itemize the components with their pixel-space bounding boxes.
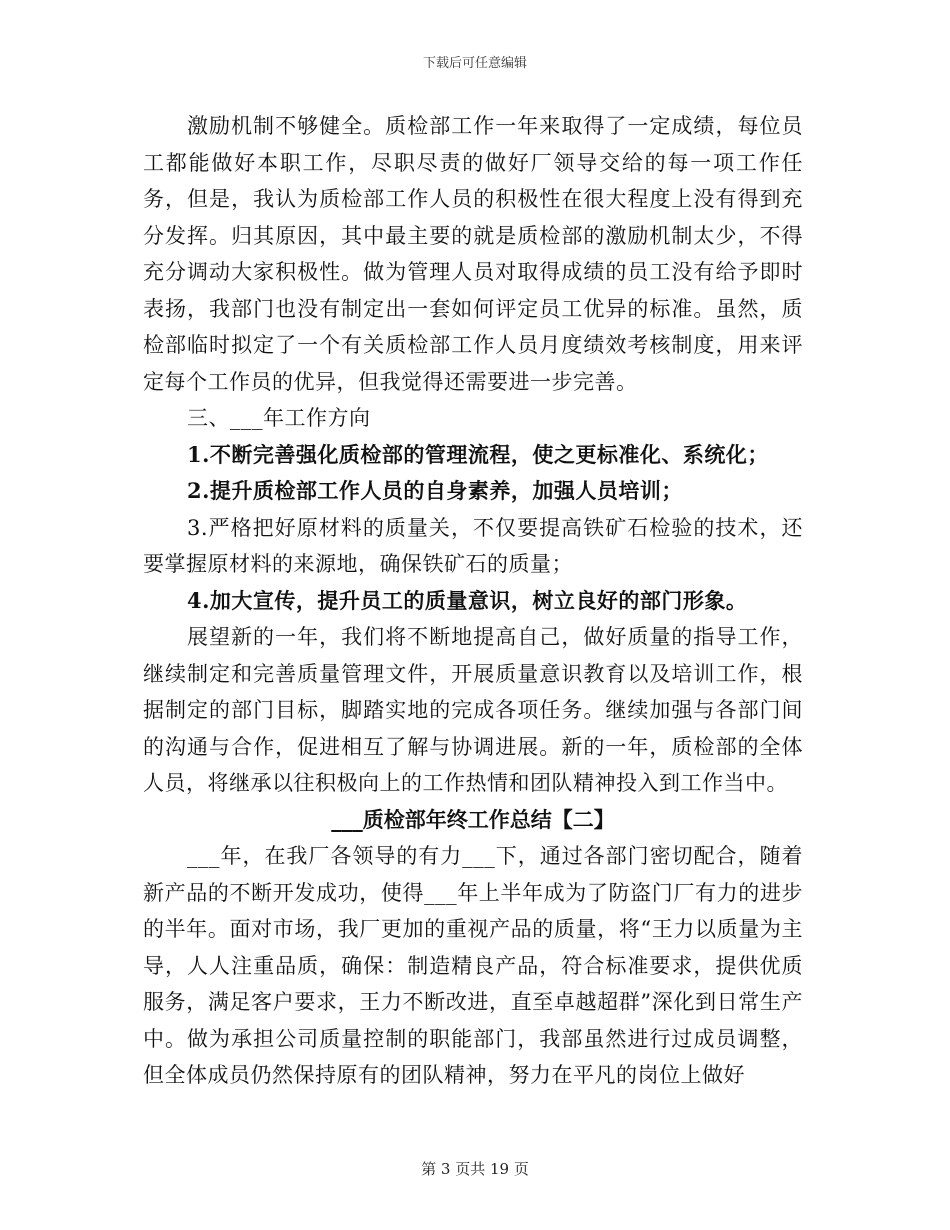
- page-footer: 第 3 页共 19 页: [421, 1160, 529, 1178]
- paragraph-incentive: 激励机制不够健全。质检部工作一年来取得了一定成绩，每位员工都能做好本职工作，尽职尽责的做好厂领导交给的每一项工作任务，但是，我认为质检部工作人员的积极性在很大程度上没有得到充分发挥。归其原因，其中最主要的就是质检部的激励机制太少，不得充分调动大家积极性。做为管理人员对取得成绩的员工没有给予即时表扬，我部门也没有制定出一套如何评定员工优异的标准。虽然，质检部临时拟定了一个有关质检部工作人员月度绩效考核制度，用来评定每个工作员的优异，但我觉得还需要进一步完善。: [143, 114, 803, 394]
- list-item-4: 4.加大宣传，提升员工的质量意识，树立良好的部门形象。: [187, 587, 748, 613]
- page-header: 下载后可任意编辑: [422, 56, 527, 71]
- list-item-2: 2.提升质检部工作人员的自身素养，加强人员培训；: [187, 478, 683, 503]
- section-heading-work-direction: 三、___年工作方向: [187, 406, 371, 430]
- paragraph-outlook: 展望新的一年，我们将不断地提高自己，做好质量的指导工作，继续制定和完善质量管理文件，开展质量意识教育以及培训工作，根据制定的部门目标，脚踏实地的完成各项任务。继续加强与各部门间的沟通与合作，促进相互了解与协调进展。新的一年，质检部的全体人员，将继承以往积极向上的工作热情和团队精神投入到工作当中。: [143, 625, 803, 795]
- list-item-1: 1.不断完善强化质检部的管理流程，使之更标准化、系统化；: [187, 441, 769, 467]
- list-item-3: 3.严格把好原材料的质量关，不仅要提高铁矿石检验的技术，还要掌握原材料的来源地，确保铁矿石的质量；: [143, 515, 803, 576]
- section-title-summary-2: ___质检部年终工作总结【二】: [331, 806, 615, 832]
- document-body: [143, 108, 803, 1094]
- paragraph-summary-intro: ___年，在我厂各领导的有力___下，通过各部门密切配合，随着新产品的不断开发成功，使得___年上半年成为了防盗门厂有力的进步的半年。面对市场，我厂更加的重视产品的质量，将“王力以质量为主导，人人注重品质，确保：制造精良产品，符合标准要求，提供优质服务，满足客户要求，王力不断改进，直至卓越超群”深化到日常生产中。做为承担公司质量控制的职能部门，我部虽然进行过成员调整，但全体成员仍然保持原有的团队精神，努力在平凡的岗位上做好: [143, 844, 803, 1087]
